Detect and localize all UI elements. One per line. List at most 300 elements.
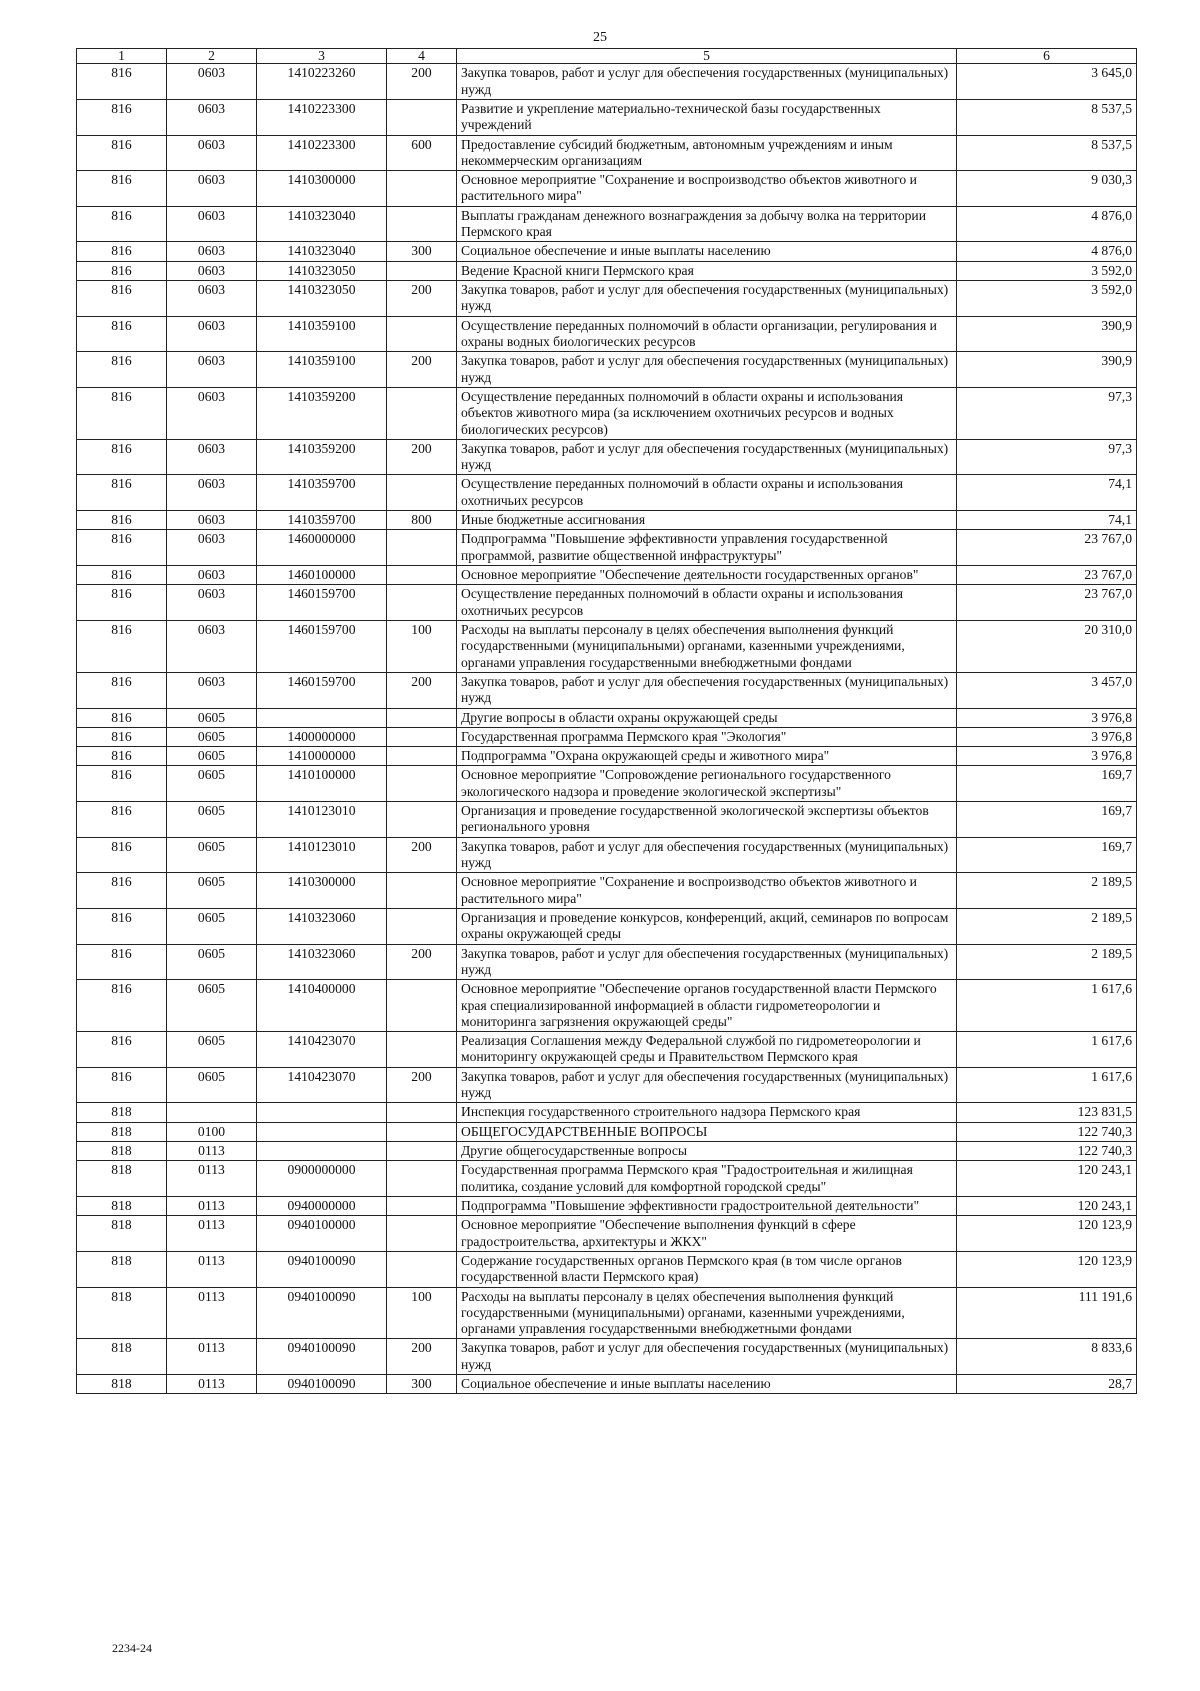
table-row (77, 1196, 1137, 1215)
budget-table (76, 48, 1137, 1394)
description-cell: Подпрограмма "Повышение эффективности управления государственной программой, развитие общественной инфраструктуры" (457, 530, 957, 566)
description-cell: Закупка товаров, работ и услуг для обеспечения государственных (муниципальных) нужд (457, 64, 957, 100)
target-article-cell: 1410359700 (257, 511, 387, 530)
section-code-cell: 0603 (167, 475, 257, 511)
amount-cell: 120 243,1 (957, 1161, 1137, 1197)
expense-type-cell (387, 1032, 457, 1068)
admin-code-cell: 818 (77, 1216, 167, 1252)
admin-code-cell: 816 (77, 837, 167, 873)
amount-cell: 169,7 (957, 802, 1137, 838)
section-code-cell: 0605 (167, 980, 257, 1032)
expense-type-cell: 200 (387, 672, 457, 708)
amount-cell: 390,9 (957, 316, 1137, 352)
admin-code-cell: 816 (77, 944, 167, 980)
admin-code-cell: 816 (77, 727, 167, 746)
table-row (77, 980, 1137, 1032)
section-code-cell: 0100 (167, 1122, 257, 1141)
amount-cell: 3 976,8 (957, 747, 1137, 766)
description-cell: Осуществление переданных полномочий в области охраны и использования объектов животного мира (за исключением охотничьих ресурсов и водных биологических ресурсов) (457, 387, 957, 439)
target-article-cell: 1410323040 (257, 242, 387, 261)
expense-type-cell: 200 (387, 837, 457, 873)
amount-cell: 3 592,0 (957, 261, 1137, 280)
target-article-cell: 1460159700 (257, 672, 387, 708)
description-cell: Расходы на выплаты персоналу в целях обеспечения выполнения функций государственными (муниципальными) органами, казенными учреждениями, органами управления государственными внебюджетными фондами (457, 1287, 957, 1339)
description-cell: Закупка товаров, работ и услуг для обеспечения государственных (муниципальных) нужд (457, 1339, 957, 1375)
amount-cell: 3 976,8 (957, 727, 1137, 746)
table-row (77, 135, 1137, 171)
section-code-cell: 0605 (167, 908, 257, 944)
description-cell: Организация и проведение конкурсов, конференций, акций, семинаров по вопросам охраны окружающей среды (457, 908, 957, 944)
table-row (77, 316, 1137, 352)
section-code-cell: 0605 (167, 802, 257, 838)
table-row (77, 672, 1137, 708)
table-body (77, 64, 1137, 1394)
amount-cell: 169,7 (957, 766, 1137, 802)
table-row (77, 1375, 1137, 1394)
amount-cell: 169,7 (957, 837, 1137, 873)
section-code-cell: 0605 (167, 944, 257, 980)
target-article-cell: 1410223300 (257, 135, 387, 171)
expense-type-cell (387, 475, 457, 511)
expense-type-cell (387, 873, 457, 909)
description-cell: Осуществление переданных полномочий в области организации, регулирования и охраны водных биологических ресурсов (457, 316, 957, 352)
admin-code-cell: 816 (77, 171, 167, 207)
description-cell: Закупка товаров, работ и услуг для обеспечения государственных (муниципальных) нужд (457, 352, 957, 388)
expense-type-cell (387, 99, 457, 135)
expense-type-cell (387, 747, 457, 766)
table-row (77, 873, 1137, 909)
expense-type-cell: 200 (387, 1067, 457, 1103)
table-row (77, 1287, 1137, 1339)
target-article-cell: 1410223260 (257, 64, 387, 100)
section-code-cell: 0603 (167, 672, 257, 708)
budget-sheet (76, 48, 1136, 1394)
column-header: 5 (457, 49, 957, 64)
admin-code-cell: 818 (77, 1122, 167, 1141)
section-code-cell: 0113 (167, 1142, 257, 1161)
admin-code-cell: 816 (77, 620, 167, 672)
section-code-cell: 0603 (167, 387, 257, 439)
table-row (77, 747, 1137, 766)
column-header: 2 (167, 49, 257, 64)
amount-cell: 74,1 (957, 511, 1137, 530)
section-code-cell: 0113 (167, 1216, 257, 1252)
admin-code-cell: 818 (77, 1161, 167, 1197)
amount-cell: 122 740,3 (957, 1122, 1137, 1141)
target-article-cell: 1410359200 (257, 387, 387, 439)
table-row (77, 511, 1137, 530)
admin-code-cell: 818 (77, 1339, 167, 1375)
target-article-cell: 1410359700 (257, 475, 387, 511)
description-cell: Содержание государственных органов Пермского края (в том числе органов государственной власти Пермского края) (457, 1251, 957, 1287)
admin-code-cell: 816 (77, 316, 167, 352)
amount-cell: 23 767,0 (957, 566, 1137, 585)
amount-cell: 120 243,1 (957, 1196, 1137, 1215)
target-article-cell: 0940100090 (257, 1339, 387, 1375)
description-cell: Закупка товаров, работ и услуг для обеспечения государственных (муниципальных) нужд (457, 837, 957, 873)
section-code-cell: 0113 (167, 1375, 257, 1394)
expense-type-cell (387, 766, 457, 802)
expense-type-cell (387, 566, 457, 585)
expense-type-cell (387, 206, 457, 242)
table-row (77, 352, 1137, 388)
target-article-cell: 1410223300 (257, 99, 387, 135)
description-cell: Осуществление переданных полномочий в области охраны и использования охотничьих ресурсов (457, 475, 957, 511)
admin-code-cell: 816 (77, 1032, 167, 1068)
target-article-cell: 1410323060 (257, 908, 387, 944)
description-cell: Закупка товаров, работ и услуг для обеспечения государственных (муниципальных) нужд (457, 439, 957, 475)
expense-type-cell (387, 585, 457, 621)
description-cell: Подпрограмма "Охрана окружающей среды и животного мира" (457, 747, 957, 766)
table-row (77, 1216, 1137, 1252)
table-row (77, 64, 1137, 100)
table-row (77, 1339, 1137, 1375)
table-row (77, 99, 1137, 135)
admin-code-cell: 816 (77, 566, 167, 585)
admin-code-cell: 816 (77, 135, 167, 171)
target-article-cell: 1410400000 (257, 980, 387, 1032)
target-article-cell: 1460159700 (257, 620, 387, 672)
table-row (77, 475, 1137, 511)
expense-type-cell (387, 708, 457, 727)
section-code-cell: 0603 (167, 135, 257, 171)
amount-cell: 23 767,0 (957, 585, 1137, 621)
description-cell: Социальное обеспечение и иные выплаты населению (457, 1375, 957, 1394)
target-article-cell: 0940100090 (257, 1375, 387, 1394)
column-header: 6 (957, 49, 1137, 64)
target-article-cell: 1410423070 (257, 1067, 387, 1103)
target-article-cell: 1410323060 (257, 944, 387, 980)
target-article-cell (257, 1103, 387, 1122)
column-header: 4 (387, 49, 457, 64)
section-code-cell: 0113 (167, 1251, 257, 1287)
admin-code-cell: 816 (77, 585, 167, 621)
description-cell: Выплаты гражданам денежного вознаграждения за добычу волка на территории Пермского края (457, 206, 957, 242)
amount-cell: 1 617,6 (957, 1032, 1137, 1068)
description-cell: Закупка товаров, работ и услуг для обеспечения государственных (муниципальных) нужд (457, 944, 957, 980)
table-row (77, 1067, 1137, 1103)
target-article-cell: 1460000000 (257, 530, 387, 566)
admin-code-cell: 816 (77, 766, 167, 802)
target-article-cell: 1410300000 (257, 873, 387, 909)
amount-cell: 23 767,0 (957, 530, 1137, 566)
expense-type-cell: 100 (387, 1287, 457, 1339)
amount-cell: 4 876,0 (957, 242, 1137, 261)
table-row (77, 585, 1137, 621)
description-cell: Основное мероприятие "Сохранение и воспроизводство объектов животного и растительного мира" (457, 873, 957, 909)
description-cell: Государственная программа Пермского края "Градостроительная и жилищная политика, создание условий для комфортной городской среды" (457, 1161, 957, 1197)
description-cell: Ведение Красной книги Пермского края (457, 261, 957, 280)
description-cell: Другие общегосударственные вопросы (457, 1142, 957, 1161)
amount-cell: 28,7 (957, 1375, 1137, 1394)
section-code-cell: 0113 (167, 1196, 257, 1215)
amount-cell: 111 191,6 (957, 1287, 1137, 1339)
admin-code-cell: 816 (77, 387, 167, 439)
admin-code-cell: 818 (77, 1103, 167, 1122)
expense-type-cell (387, 316, 457, 352)
table-row (77, 837, 1137, 873)
table-row (77, 206, 1137, 242)
admin-code-cell: 816 (77, 802, 167, 838)
section-code-cell: 0603 (167, 511, 257, 530)
target-article-cell (257, 1122, 387, 1141)
admin-code-cell: 816 (77, 261, 167, 280)
description-cell: Инспекция государственного строительного надзора Пермского края (457, 1103, 957, 1122)
target-article-cell: 0940100090 (257, 1287, 387, 1339)
table-row (77, 802, 1137, 838)
expense-type-cell (387, 530, 457, 566)
amount-cell: 20 310,0 (957, 620, 1137, 672)
table-row (77, 766, 1137, 802)
amount-cell: 390,9 (957, 352, 1137, 388)
target-article-cell: 1410359100 (257, 352, 387, 388)
description-cell: Основное мероприятие "Сохранение и воспроизводство объектов животного и растительного мира" (457, 171, 957, 207)
amount-cell: 1 617,6 (957, 980, 1137, 1032)
section-code-cell (167, 1103, 257, 1122)
admin-code-cell: 816 (77, 672, 167, 708)
expense-type-cell (387, 261, 457, 280)
section-code-cell: 0113 (167, 1161, 257, 1197)
section-code-cell: 0113 (167, 1339, 257, 1375)
section-code-cell: 0605 (167, 708, 257, 727)
admin-code-cell: 816 (77, 281, 167, 317)
expense-type-cell: 300 (387, 1375, 457, 1394)
expense-type-cell (387, 387, 457, 439)
section-code-cell: 0605 (167, 1067, 257, 1103)
table-row (77, 281, 1137, 317)
table-row (77, 1142, 1137, 1161)
admin-code-cell: 816 (77, 511, 167, 530)
section-code-cell: 0603 (167, 171, 257, 207)
expense-type-cell: 100 (387, 620, 457, 672)
description-cell: Расходы на выплаты персоналу в целях обеспечения выполнения функций государственными (муниципальными) органами, казенными учреждениями, органами управления государственными внебюджетными фондами (457, 620, 957, 672)
table-row (77, 1251, 1137, 1287)
section-code-cell: 0605 (167, 1032, 257, 1068)
section-code-cell: 0603 (167, 316, 257, 352)
admin-code-cell: 816 (77, 873, 167, 909)
description-cell: Основное мероприятие "Сопровождение регионального государственного экологического надзора и проведение экологической экспертизы" (457, 766, 957, 802)
description-cell: Закупка товаров, работ и услуг для обеспечения государственных (муниципальных) нужд (457, 672, 957, 708)
section-code-cell: 0603 (167, 620, 257, 672)
section-code-cell: 0605 (167, 873, 257, 909)
table-row (77, 387, 1137, 439)
section-code-cell: 0603 (167, 566, 257, 585)
description-cell: Закупка товаров, работ и услуг для обеспечения государственных (муниципальных) нужд (457, 1067, 957, 1103)
table-row (77, 566, 1137, 585)
expense-type-cell: 200 (387, 944, 457, 980)
amount-cell: 120 123,9 (957, 1216, 1137, 1252)
admin-code-cell: 816 (77, 747, 167, 766)
amount-cell: 3 976,8 (957, 708, 1137, 727)
admin-code-cell: 818 (77, 1142, 167, 1161)
section-code-cell: 0603 (167, 281, 257, 317)
amount-cell: 97,3 (957, 439, 1137, 475)
table-row (77, 944, 1137, 980)
description-cell: Государственная программа Пермского края "Экология" (457, 727, 957, 746)
expense-type-cell: 800 (387, 511, 457, 530)
table-row (77, 171, 1137, 207)
admin-code-cell: 816 (77, 475, 167, 511)
admin-code-cell: 816 (77, 206, 167, 242)
target-article-cell: 1460100000 (257, 566, 387, 585)
section-code-cell: 0605 (167, 837, 257, 873)
description-cell: Другие вопросы в области охраны окружающей среды (457, 708, 957, 727)
target-article-cell: 0940000000 (257, 1196, 387, 1215)
section-code-cell: 0605 (167, 747, 257, 766)
target-article-cell: 1410123010 (257, 837, 387, 873)
description-cell: Иные бюджетные ассигнования (457, 511, 957, 530)
target-article-cell: 1410100000 (257, 766, 387, 802)
table-row (77, 708, 1137, 727)
target-article-cell: 1410423070 (257, 1032, 387, 1068)
admin-code-cell: 816 (77, 980, 167, 1032)
target-article-cell: 0940100000 (257, 1216, 387, 1252)
description-cell: Основное мероприятие "Обеспечение выполнения функций в сфере градостроительства, архитектуры и ЖКХ" (457, 1216, 957, 1252)
table-row (77, 439, 1137, 475)
expense-type-cell: 200 (387, 64, 457, 100)
document-code: 2234-24 (112, 1641, 152, 1655)
target-article-cell: 1410359200 (257, 439, 387, 475)
section-code-cell: 0603 (167, 530, 257, 566)
amount-cell: 74,1 (957, 475, 1137, 511)
expense-type-cell (387, 727, 457, 746)
description-cell: Основное мероприятие "Обеспечение органов государственной власти Пермского края специализированной информацией в области гидрометеорологии и мониторинга загрязнения окружающей среды" (457, 980, 957, 1032)
expense-type-cell: 300 (387, 242, 457, 261)
description-cell: Развитие и укрепление материально-технической базы государственных учреждений (457, 99, 957, 135)
table-row (77, 530, 1137, 566)
amount-cell: 4 876,0 (957, 206, 1137, 242)
target-article-cell: 0900000000 (257, 1161, 387, 1197)
expense-type-cell (387, 802, 457, 838)
table-header (77, 49, 1137, 64)
admin-code-cell: 818 (77, 1375, 167, 1394)
section-code-cell: 0603 (167, 206, 257, 242)
table-row (77, 242, 1137, 261)
expense-type-cell (387, 171, 457, 207)
amount-cell: 2 189,5 (957, 873, 1137, 909)
amount-cell: 123 831,5 (957, 1103, 1137, 1122)
column-header: 3 (257, 49, 387, 64)
admin-code-cell: 816 (77, 352, 167, 388)
admin-code-cell: 816 (77, 242, 167, 261)
section-code-cell: 0603 (167, 64, 257, 100)
amount-cell: 2 189,5 (957, 908, 1137, 944)
target-article-cell: 1410123010 (257, 802, 387, 838)
description-cell: Организация и проведение государственной экологической экспертизы объектов регионального уровня (457, 802, 957, 838)
admin-code-cell: 816 (77, 439, 167, 475)
expense-type-cell: 600 (387, 135, 457, 171)
target-article-cell: 1410359100 (257, 316, 387, 352)
description-cell: ОБЩЕГОСУДАРСТВЕННЫЕ ВОПРОСЫ (457, 1122, 957, 1141)
target-article-cell (257, 1142, 387, 1161)
target-article-cell: 1400000000 (257, 727, 387, 746)
amount-cell: 9 030,3 (957, 171, 1137, 207)
admin-code-cell: 818 (77, 1196, 167, 1215)
amount-cell: 3 645,0 (957, 64, 1137, 100)
expense-type-cell: 200 (387, 352, 457, 388)
expense-type-cell (387, 980, 457, 1032)
section-code-cell: 0605 (167, 727, 257, 746)
admin-code-cell: 818 (77, 1251, 167, 1287)
admin-code-cell: 816 (77, 64, 167, 100)
expense-type-cell: 200 (387, 439, 457, 475)
section-code-cell: 0603 (167, 352, 257, 388)
table-row (77, 1161, 1137, 1197)
table-row (77, 908, 1137, 944)
description-cell: Социальное обеспечение и иные выплаты населению (457, 242, 957, 261)
amount-cell: 122 740,3 (957, 1142, 1137, 1161)
description-cell: Подпрограмма "Повышение эффективности градостроительной деятельности" (457, 1196, 957, 1215)
target-article-cell (257, 708, 387, 727)
target-article-cell: 1460159700 (257, 585, 387, 621)
amount-cell: 97,3 (957, 387, 1137, 439)
table-row (77, 261, 1137, 280)
amount-cell: 8 537,5 (957, 99, 1137, 135)
section-code-cell: 0603 (167, 439, 257, 475)
section-code-cell: 0605 (167, 766, 257, 802)
amount-cell: 1 617,6 (957, 1067, 1137, 1103)
admin-code-cell: 816 (77, 708, 167, 727)
column-number-row (77, 49, 1137, 64)
section-code-cell: 0113 (167, 1287, 257, 1339)
target-article-cell: 1410000000 (257, 747, 387, 766)
expense-type-cell (387, 908, 457, 944)
section-code-cell: 0603 (167, 242, 257, 261)
description-cell: Предоставление субсидий бюджетным, автономным учреждениям и иным некоммерческим организациям (457, 135, 957, 171)
table-row (77, 1122, 1137, 1141)
expense-type-cell (387, 1122, 457, 1141)
admin-code-cell: 816 (77, 908, 167, 944)
description-cell: Основное мероприятие "Обеспечение деятельности государственных органов" (457, 566, 957, 585)
expense-type-cell: 200 (387, 1339, 457, 1375)
section-code-cell: 0603 (167, 99, 257, 135)
table-row (77, 620, 1137, 672)
expense-type-cell (387, 1103, 457, 1122)
admin-code-cell: 818 (77, 1287, 167, 1339)
page-number: 25 (593, 30, 607, 45)
section-code-cell: 0603 (167, 585, 257, 621)
expense-type-cell (387, 1142, 457, 1161)
amount-cell: 120 123,9 (957, 1251, 1137, 1287)
description-cell: Закупка товаров, работ и услуг для обеспечения государственных (муниципальных) нужд (457, 281, 957, 317)
amount-cell: 8 537,5 (957, 135, 1137, 171)
table-row (77, 1032, 1137, 1068)
section-code-cell: 0603 (167, 261, 257, 280)
description-cell: Реализация Соглашения между Федеральной службой по гидрометеорологии и мониторингу окружающей среды и Правительством Пермского края (457, 1032, 957, 1068)
table-row (77, 727, 1137, 746)
admin-code-cell: 816 (77, 530, 167, 566)
target-article-cell: 0940100090 (257, 1251, 387, 1287)
target-article-cell: 1410323040 (257, 206, 387, 242)
target-article-cell: 1410300000 (257, 171, 387, 207)
table-row (77, 1103, 1137, 1122)
amount-cell: 3 592,0 (957, 281, 1137, 317)
expense-type-cell (387, 1216, 457, 1252)
target-article-cell: 1410323050 (257, 281, 387, 317)
admin-code-cell: 816 (77, 99, 167, 135)
admin-code-cell: 816 (77, 1067, 167, 1103)
description-cell: Осуществление переданных полномочий в области охраны и использования охотничьих ресурсов (457, 585, 957, 621)
column-header: 1 (77, 49, 167, 64)
expense-type-cell (387, 1196, 457, 1215)
amount-cell: 2 189,5 (957, 944, 1137, 980)
amount-cell: 3 457,0 (957, 672, 1137, 708)
expense-type-cell: 200 (387, 281, 457, 317)
target-article-cell: 1410323050 (257, 261, 387, 280)
expense-type-cell (387, 1251, 457, 1287)
amount-cell: 8 833,6 (957, 1339, 1137, 1375)
expense-type-cell (387, 1161, 457, 1197)
